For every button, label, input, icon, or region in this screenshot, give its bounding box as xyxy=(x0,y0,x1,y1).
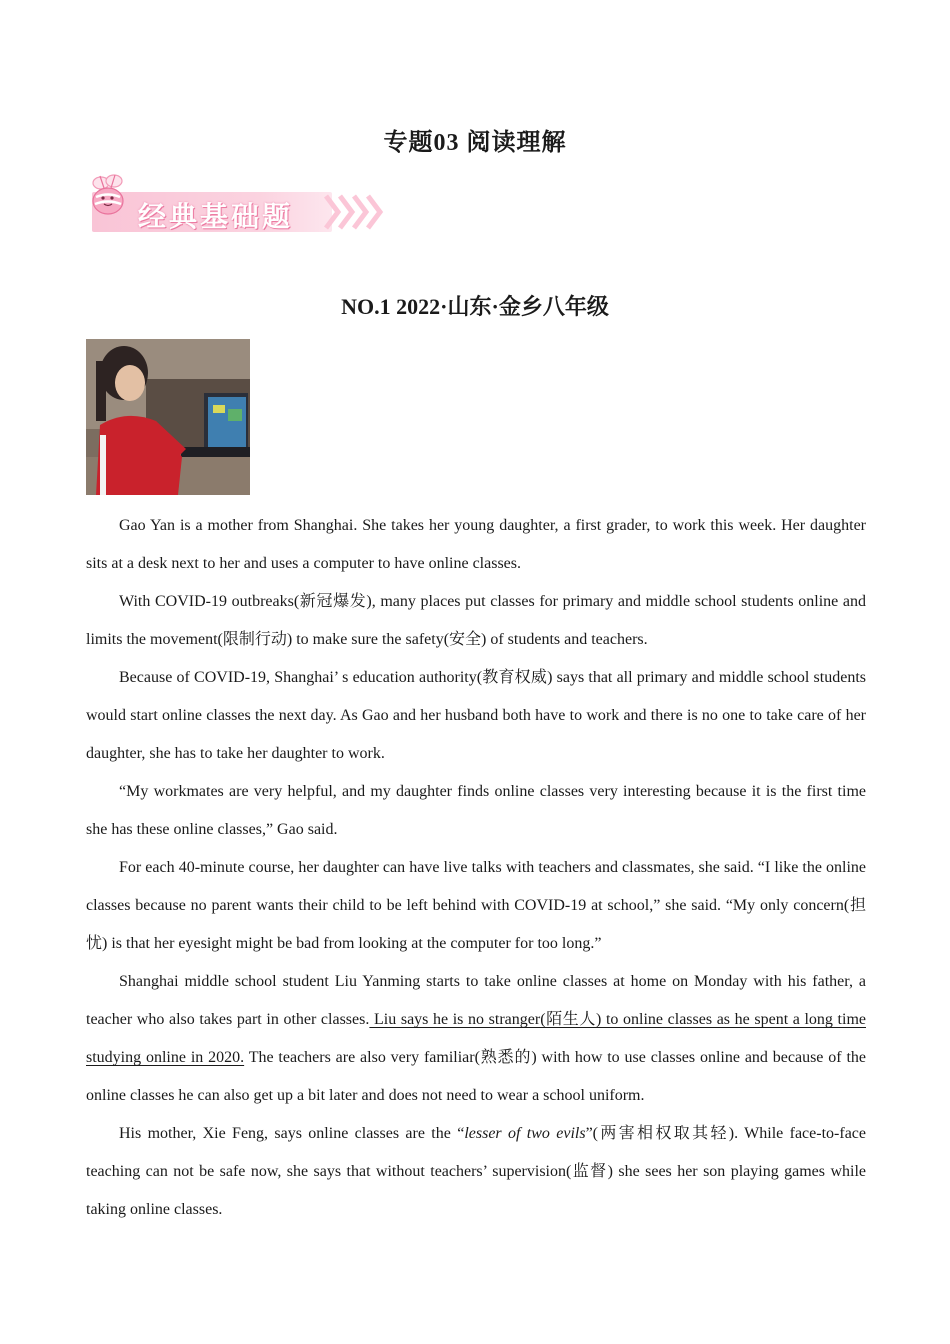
online-class-illustration xyxy=(86,339,250,495)
paragraph-7-start: His mother, Xie Feng, says online classes are the “ xyxy=(119,1125,465,1142)
section-banner xyxy=(84,170,394,236)
italic-phrase: lesser of two evils xyxy=(464,1125,586,1142)
paragraph-1: Gao Yan is a mother from Shanghai. She takes her young daughter, a first grader, to work this week. Her daughter sits at a desk next to her and uses a computer to have online classes. xyxy=(86,517,866,572)
underlined-sentence: Liu says he is no stranger(陌生人) to online classes as he spent a long time studying online in 2020. xyxy=(86,1011,866,1066)
paragraph-4: “My workmates are very helpful, and my daughter finds online classes very interesting because it is the first time she has these online classes,” Gao said. xyxy=(86,783,866,838)
article-body xyxy=(86,507,866,1229)
article-photo xyxy=(86,339,250,495)
paragraph-7-end: ”(两害相权取其轻). While face-to-face teaching can not be safe now, she says that without teachers’ supervision(监督) she sees her son playing games while taking online classes. xyxy=(86,1125,866,1218)
question-heading: NO.1 2022·山东·金乡八年级 xyxy=(341,294,609,319)
paragraph-5: For each 40-minute course, her daughter can have live talks with teachers and classmates, she said. “I like the online classes because no parent wants their child to be left behind with COVID-19 at school,” she said. “My only concern(担忧) is that her eyesight might be bad from looking at the computer for too long.” xyxy=(86,859,866,952)
paragraph-2: With COVID-19 outbreaks(新冠爆发), many places put classes for primary and middle school students online and limits the movement(限制行动) to make sure the safety(安全) of students and teachers. xyxy=(86,593,866,648)
banner-label: 经典基础题 xyxy=(138,200,294,233)
paragraph-7 xyxy=(86,1115,866,1229)
paragraph-6 xyxy=(86,963,866,1115)
bee-icon xyxy=(84,170,134,220)
paragraph-3: Because of COVID-19, Shanghai’ s education authority(教育权威) says that all primary and middle school students would start online classes the next day. As Gao and her husband both have to work and there is no one to take care of her daughter, she has to take her daughter to work. xyxy=(86,669,866,762)
paragraph-6-start: Shanghai middle school student Liu Yanming starts to take online classes at home on Monday with his father, a teacher who also takes part in other classes. xyxy=(86,973,866,1028)
page-title: 专题03 阅读理解 xyxy=(383,130,567,156)
chevrons-decoration xyxy=(322,192,392,232)
paragraph-6-end: The teachers are also very familiar(熟悉的) with how to use classes online and because of the online classes he can also get up a bit later and does not need to wear a school uniform. xyxy=(86,1049,866,1104)
